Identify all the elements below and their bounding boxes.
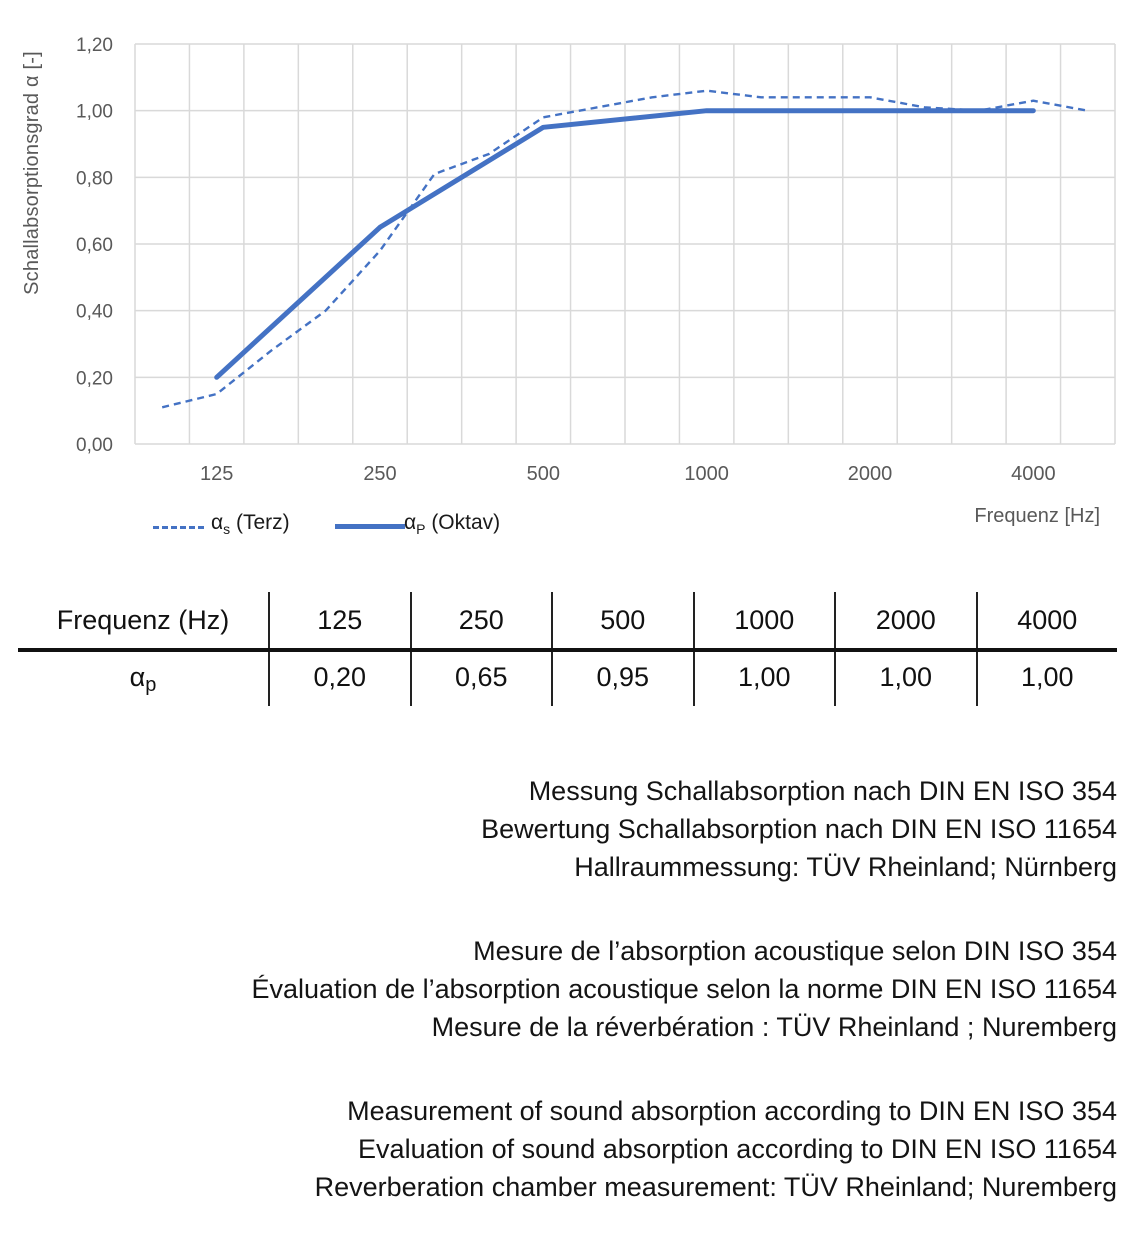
table-value: 1,00 <box>834 649 976 706</box>
x-tick-label: 125 <box>199 463 234 485</box>
y-axis-title: Schallabsorptionsgrad α [-] <box>21 51 43 295</box>
note-line: Évaluation de l’absorption acoustique selon la norme DIN EN ISO 11654 <box>251 974 1117 1004</box>
note-block-german <box>0 772 1117 886</box>
chart-canvas <box>0 0 1135 500</box>
x-tick-label: 4000 <box>1011 463 1056 485</box>
legend-label-terz <box>211 511 290 538</box>
table-value: 1,00 <box>693 649 835 706</box>
oktav-solid-line-swatch <box>335 524 405 529</box>
alpha-symbol: α <box>404 511 417 534</box>
note-block-french <box>0 932 1117 1046</box>
y-tick-label: 0,20 <box>76 368 113 390</box>
alpha-subscript: s <box>223 521 231 538</box>
gridlines <box>135 44 1115 444</box>
y-tick-label: 1,20 <box>76 35 113 56</box>
legend-text: (Terz) <box>230 511 290 534</box>
alpha-symbol: α <box>211 511 224 534</box>
alpha-symbol: α <box>129 662 146 692</box>
table-value: 0,20 <box>268 649 410 706</box>
table-header-frequency: Frequenz (Hz) <box>56 605 230 635</box>
table-value: 0,95 <box>551 649 693 706</box>
note-line: Mesure de la réverbération : TÜV Rheinland ; Nuremberg <box>431 1012 1117 1042</box>
absorption-chart <box>0 0 1135 500</box>
y-tick-label: 1,00 <box>76 101 113 123</box>
note-line: Evaluation of sound absorption according to DIN EN ISO 11654 <box>358 1134 1117 1164</box>
table-value: 1,00 <box>976 649 1118 706</box>
table-header-col: 250 <box>410 592 552 649</box>
table-header-col: 1000 <box>693 592 835 649</box>
table-row-label-alpha-p: α p <box>129 662 157 696</box>
legend-label-oktav <box>404 511 501 538</box>
y-tick-label: 0,40 <box>76 301 113 323</box>
note-line: Messung Schallabsorption nach DIN EN ISO 354 <box>528 776 1117 806</box>
x-axis-tick-labels <box>200 463 1056 485</box>
table-header-col: 2000 <box>834 592 976 649</box>
y-tick-label: 0,80 <box>76 168 113 190</box>
alpha-subscript: P <box>416 521 426 538</box>
legend-text: (Oktav) <box>425 511 501 534</box>
y-axis-tick-labels <box>76 35 113 456</box>
note-line: Reverberation chamber measurement: TÜV Rheinland; Nuremberg <box>314 1172 1117 1202</box>
x-tick-label: 500 <box>526 463 561 485</box>
y-tick-label: 0,00 <box>76 435 113 456</box>
note-line: Measurement of sound absorption according to DIN EN ISO 354 <box>347 1096 1117 1126</box>
note-block-english <box>0 1092 1117 1206</box>
table-header-col: 125 <box>268 592 410 649</box>
y-tick-label: 0,60 <box>76 235 113 256</box>
note-line: Hallraummessung: TÜV Rheinland; Nürnberg <box>574 852 1117 882</box>
note-line: Mesure de l’absorption acoustique selon DIN ISO 354 <box>473 936 1117 966</box>
table-value: 0,65 <box>410 649 552 706</box>
x-tick-label: 1000 <box>684 463 729 485</box>
table-header-col: 4000 <box>976 592 1118 649</box>
x-tick-label: 250 <box>363 463 397 485</box>
table-header-col: 500 <box>551 592 693 649</box>
note-line: Bewertung Schallabsorption nach DIN EN ISO 11654 <box>481 814 1117 844</box>
table-divider-line <box>18 648 1117 652</box>
x-tick-label: 2000 <box>847 463 893 485</box>
terz-dashed-line-swatch <box>153 526 204 529</box>
x-axis-title: Frequenz [Hz] <box>974 505 1100 527</box>
